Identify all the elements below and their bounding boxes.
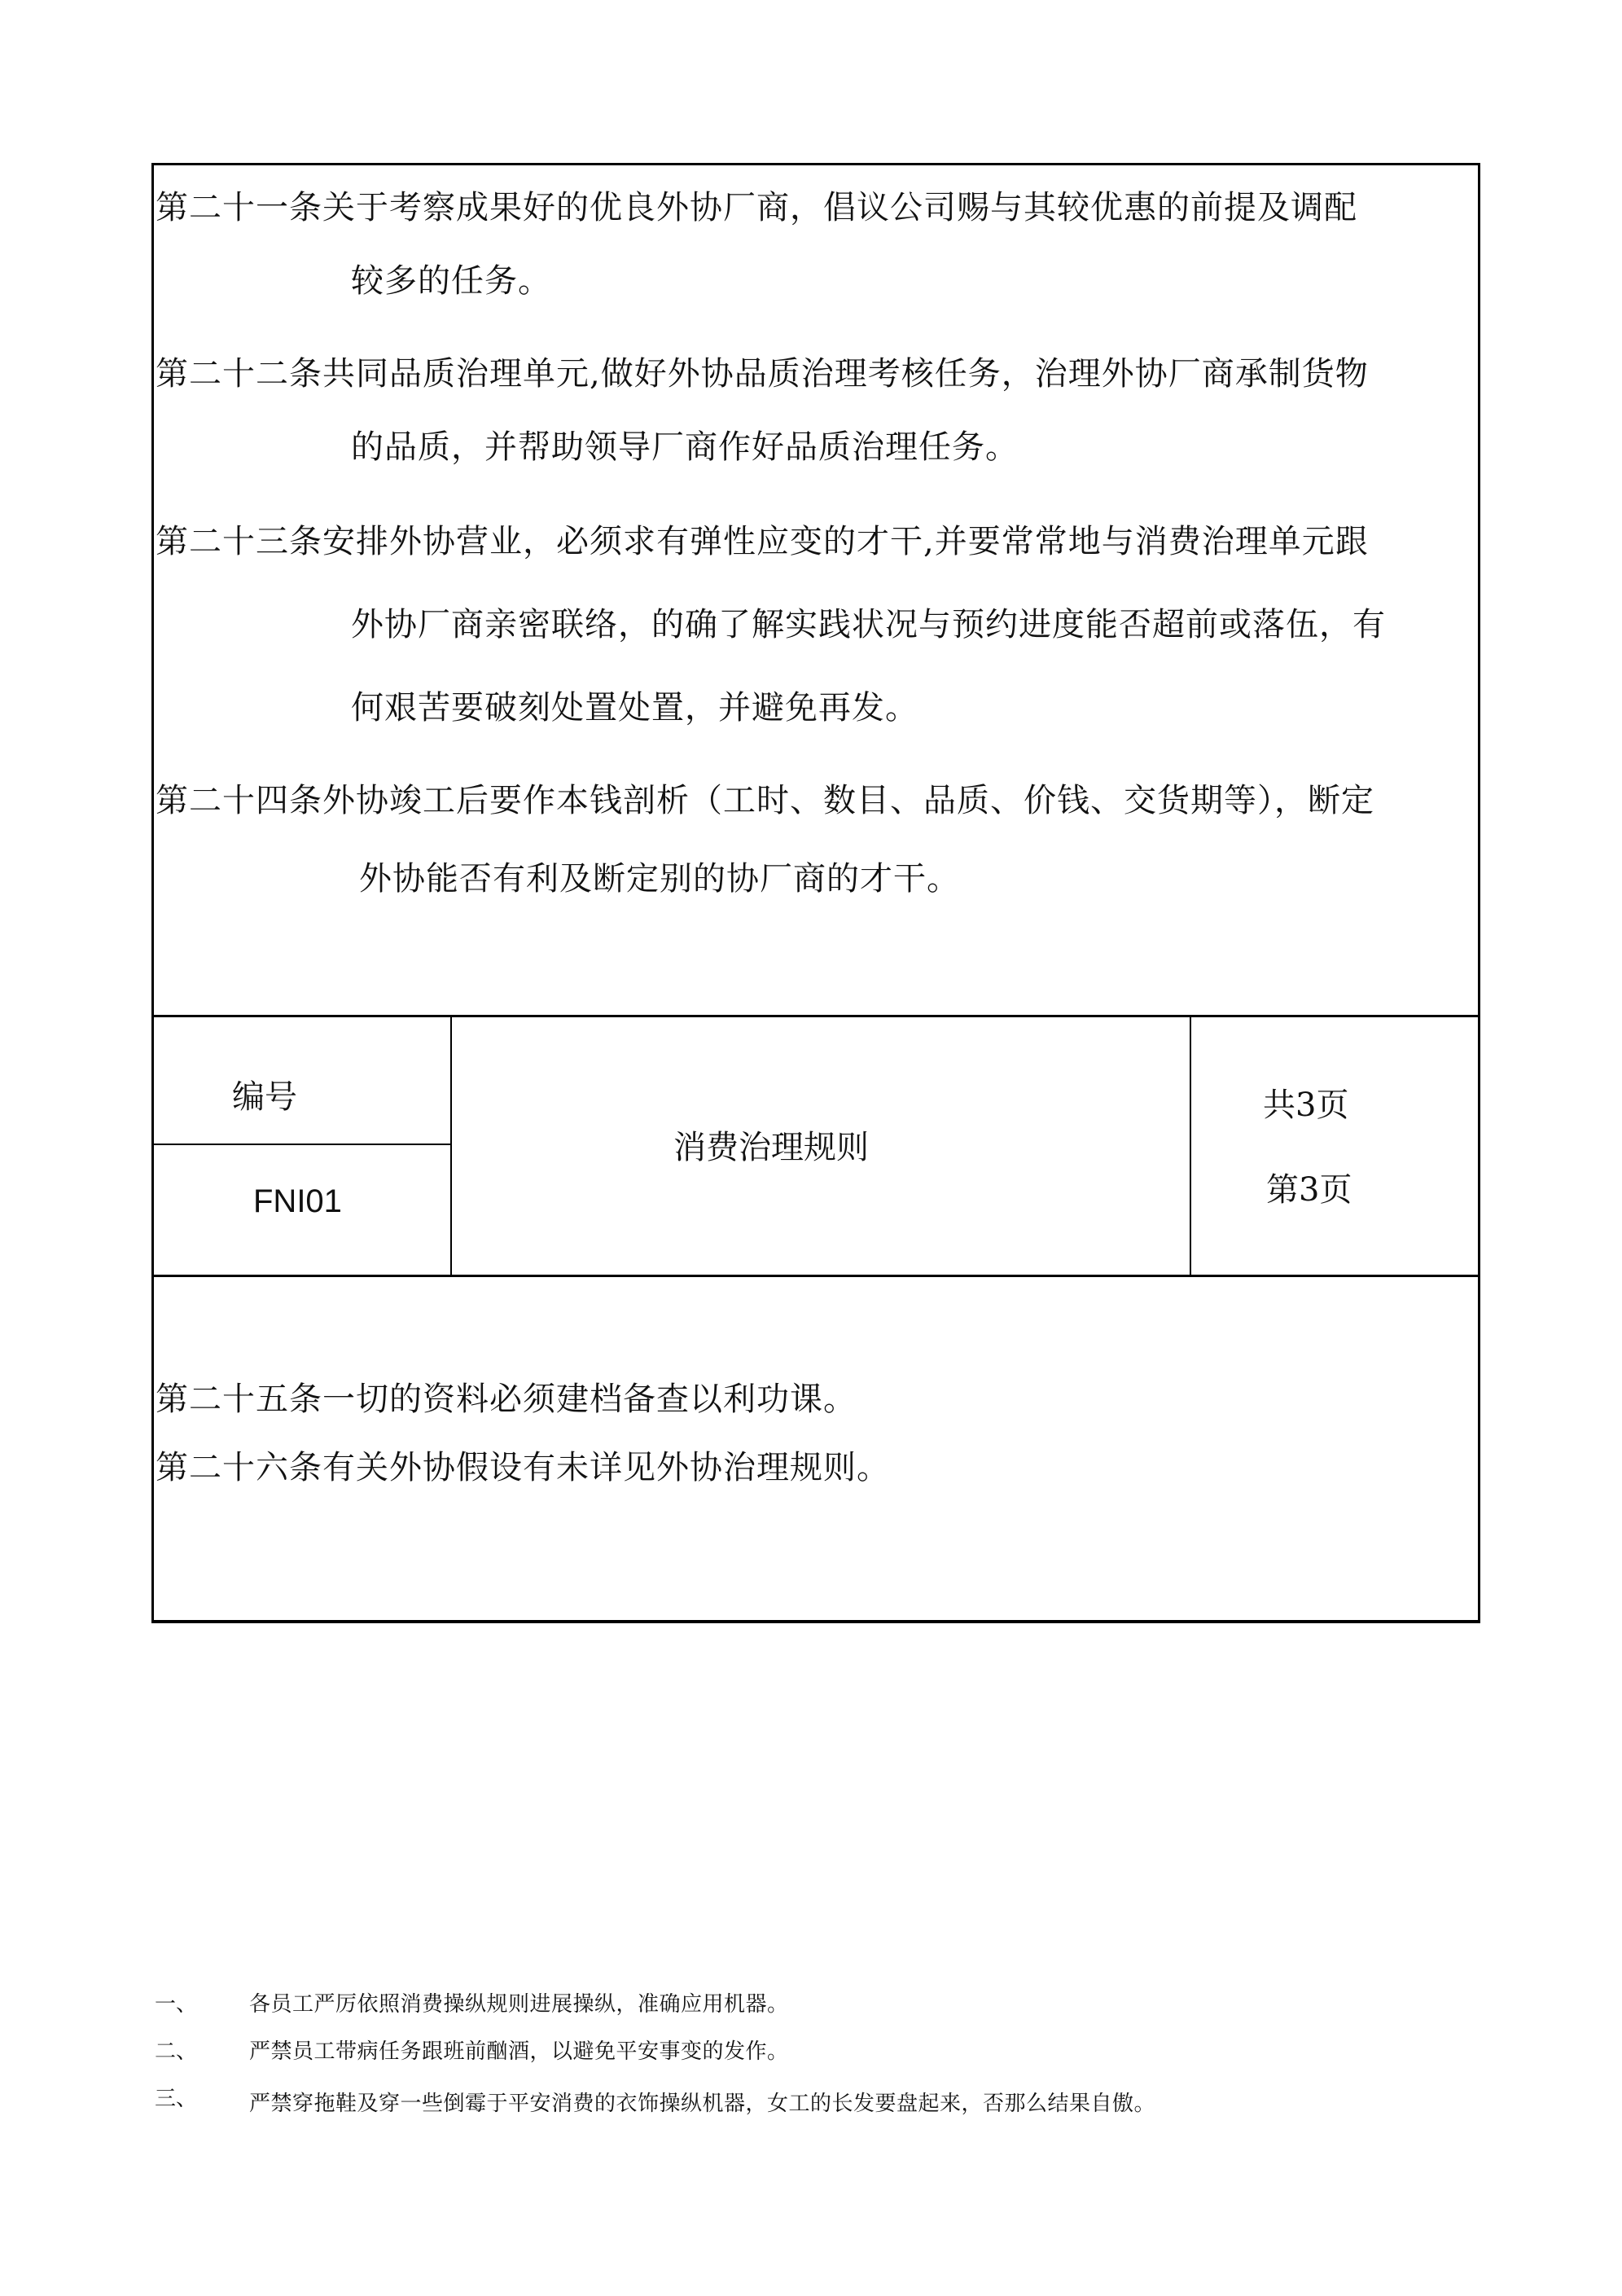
note-3-text: 严禁穿拖鞋及穿一些倒霉于平安消费的衣饰操纵机器，女工的长发要盘起来，否那么结果自傲。 [249,2092,1156,2116]
article-21-line-1: 第二十一条关于考察成果好的优良外协厂商，倡议公司赐与其较优惠的前提及调配 [156,189,1357,226]
article-23-line-2: 外协厂商亲密联络，的确了解实践状况与预约进度能否超前或落伍，有 [351,606,1386,643]
header-divider-right [1190,1017,1191,1275]
articles-box-top [151,163,1480,1016]
article-24-line-2: 外协能否有利及断定别的协厂商的才干。 [359,860,960,898]
document-header-table [151,1015,1480,1277]
article-22-line-1: 第二十二条共同品质治理单元,做好外协品质治理考核任务，治理外协厂商承制货物 [156,355,1369,393]
code-value: FNI01 [253,1183,342,1219]
note-1-number: 一、 [155,1992,198,2017]
article-22-line-2: 的品质，并帮助领导厂商作好品质治理任务。 [351,428,1019,466]
article-23-line-1: 第二十三条安排外协营业，必须求有弹性应变的才干,并要常常地与消费治理单元跟 [156,523,1369,560]
header-code-divider [154,1144,450,1145]
document-title: 消费治理规则 [673,1129,869,1166]
article-26: 第二十六条有关外协假设有未详见外协治理规则。 [156,1449,890,1486]
current-page: 第3页 [1266,1171,1352,1209]
code-label: 编号 [232,1078,297,1116]
article-25: 第二十五条一切的资料必须建档备查以利功课。 [156,1381,857,1418]
note-1-text: 各员工严厉依照消费操纵规则进展操纵，准确应用机器。 [249,1992,789,2017]
total-pages: 共3页 [1263,1087,1349,1124]
article-24-line-1: 第二十四条外协竣工后要作本钱剖析（工时、数目、品质、价钱、交货期等），断定 [156,782,1374,819]
article-21-line-2: 较多的任务。 [351,262,551,300]
article-23-line-3: 何艰苦要破刻处置处置，并避免再发。 [351,689,918,727]
note-3-number: 三、 [155,2087,198,2111]
articles-box-bottom [151,1275,1480,1623]
note-2-number: 二、 [155,2039,198,2064]
header-divider-left [450,1017,452,1275]
note-2-text: 严禁员工带病任务跟班前酗酒，以避免平安事变的发作。 [249,2039,789,2064]
